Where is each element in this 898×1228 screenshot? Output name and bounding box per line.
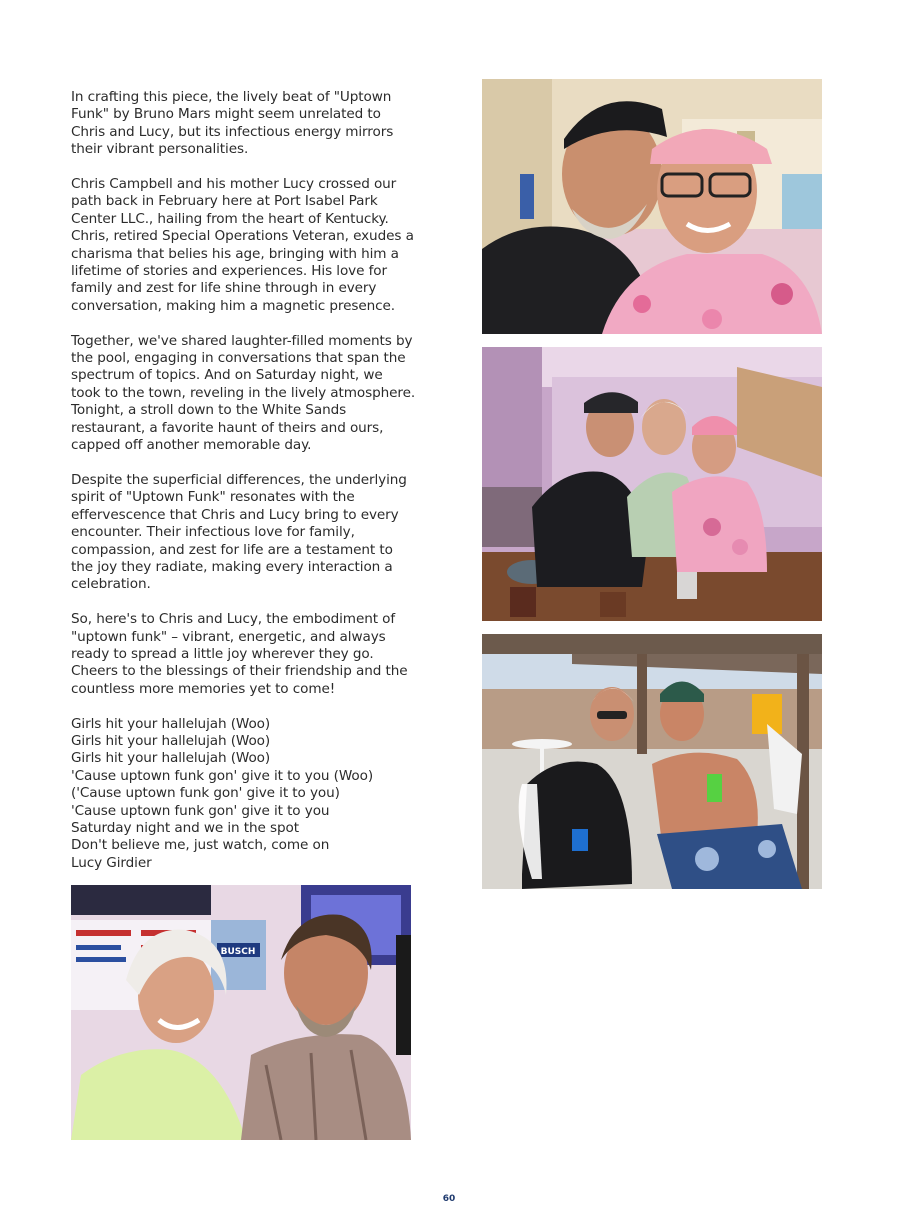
lyric-line: Don't believe me, just watch, come on: [71, 837, 330, 854]
photo-group-at-table: [482, 347, 822, 621]
author-signature: Lucy Girdier: [71, 854, 152, 871]
photo-selfie-chris-lucy: [482, 79, 822, 334]
lyric-line: Girls hit your hallelujah (Woo): [71, 750, 271, 767]
paragraph: Chris Campbell and his mother Lucy crossed our path back in February here at Port Isabel Park Center LLC., hailing from the heart of Kentucky. Chris, retired Special Operations Veteran, exudes a charisma that belies his age, bringing with him a lifetime of stories and experiences. His love for family and zest for life shine through in every conversation, making him a magnetic presence.: [71, 176, 414, 314]
paragraph: In crafting this piece, the lively beat of "Uptown Funk" by Bruno Mars might seem unrelated to Chris and Lucy, but its infectious energy mirrors their vibrant personalities.: [71, 89, 394, 158]
lyric-line: 'Cause uptown funk gon' give it to you (Woo): [71, 767, 374, 784]
article-text: [71, 89, 416, 872]
paragraph: Together, we've shared laughter-filled moments by the pool, engaging in conversations that span the spectrum of topics. And on Saturday night, we took to the town, reveling in the lively atmosphere. Tonight, a stroll down to the White Sands restaurant, a favorite haunt of theirs and ours, capped off another memorable day.: [71, 332, 416, 454]
lyric-line: Saturday night and we in the spot: [71, 819, 299, 836]
paragraph: Despite the superficial differences, the underlying spirit of "Uptown Funk" resonates with the effervescence that Chris and Lucy bring to every encounter. Their infectious love for family, compassion, and zest for life are a testament to the joy they radiate, making every interaction a celebration.: [71, 471, 407, 593]
photo-bar-lucy-man: [71, 885, 411, 1140]
song-lyrics: [71, 716, 416, 873]
lyric-line: ('Cause uptown funk gon' give it to you): [71, 785, 340, 802]
paragraph: So, here's to Chris and Lucy, the embodiment of "uptown funk" – vibrant, energetic, and always ready to spread a little joy wherever they go. Cheers to the blessings of their friendship and the countless more memories yet to come!: [71, 611, 408, 697]
lyric-line: Girls hit your hallelujah (Woo): [71, 715, 271, 732]
photo-poolside-chairs: [482, 634, 822, 889]
busch-sign-text: BUSCH: [220, 947, 256, 957]
page-number: 60: [442, 1194, 456, 1204]
lyric-line: 'Cause uptown funk gon' give it to you: [71, 802, 330, 819]
lyric-line: Girls hit your hallelujah (Woo): [71, 732, 271, 749]
